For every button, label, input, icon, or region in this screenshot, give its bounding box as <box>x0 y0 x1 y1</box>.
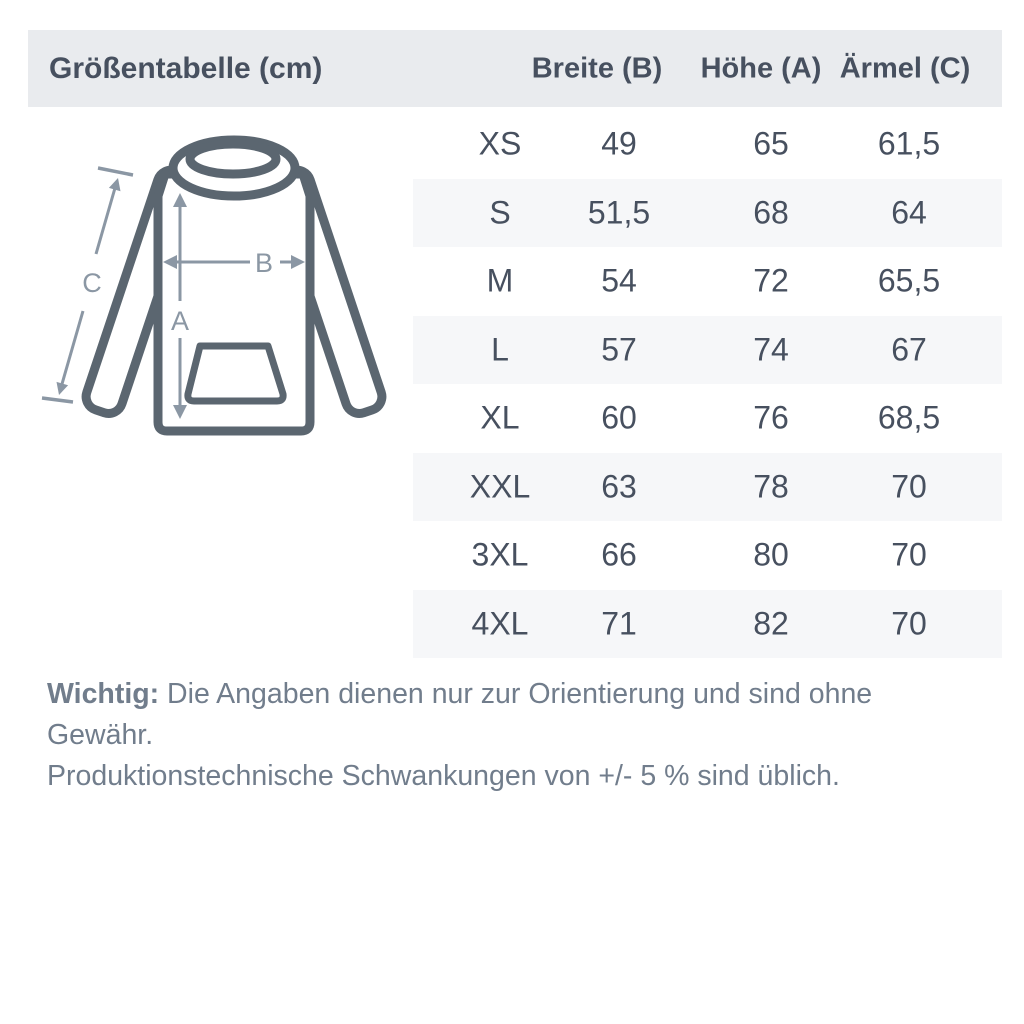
disclaimer-line-1 <box>47 674 977 756</box>
hoehe-value: 80 <box>753 536 789 573</box>
disclaimer-line-2: Produktionstechnische Schwankungen von +/- 5 % sind üblich. <box>47 760 840 792</box>
aermel-value: 70 <box>891 468 927 505</box>
breite-value: 63 <box>601 468 637 505</box>
aermel-value: 70 <box>891 605 927 642</box>
aermel-value: 64 <box>891 194 927 231</box>
hoehe-value: 78 <box>753 468 789 505</box>
table-row <box>413 179 1002 248</box>
breite-value: 71 <box>601 605 637 642</box>
aermel-value: 61,5 <box>877 125 941 162</box>
aermel-value: 68,5 <box>877 399 941 436</box>
table-header <box>28 30 1002 107</box>
breite-value: 51,5 <box>587 194 651 231</box>
breite-value: 57 <box>601 331 637 368</box>
column-header-breite: Breite (B) <box>531 52 663 84</box>
hoehe-value: 74 <box>753 331 789 368</box>
hoehe-value: 72 <box>753 262 789 299</box>
column-header-hoehe: Höhe (A) <box>700 52 822 84</box>
table-row <box>413 590 1002 659</box>
table-row <box>413 247 1002 316</box>
aermel-value: 70 <box>891 536 927 573</box>
size-label: XS <box>478 125 522 162</box>
hood-inner <box>190 144 276 174</box>
size-label: 3XL <box>471 536 529 573</box>
size-label: M <box>486 262 514 299</box>
hoehe-value: 76 <box>753 399 789 436</box>
table-row <box>413 110 1002 179</box>
size-label: XXL <box>469 468 531 505</box>
table-row <box>413 521 1002 590</box>
size-label: L <box>491 331 509 368</box>
size-label: XL <box>480 399 520 436</box>
size-label: 4XL <box>471 605 529 642</box>
breite-value: 60 <box>601 399 637 436</box>
page-title: Größentabelle (cm) <box>49 51 323 85</box>
table-row <box>413 453 1002 522</box>
disclaimer-prefix: Wichtig: <box>47 678 160 710</box>
hoodie-pocket <box>188 346 283 401</box>
disclaimer-note <box>47 674 977 797</box>
size-label: S <box>489 194 511 231</box>
column-header-aermel: Ärmel (C) <box>839 52 971 84</box>
hoehe-value: 82 <box>753 605 789 642</box>
breite-value: 49 <box>601 125 637 162</box>
table-row <box>413 316 1002 385</box>
disclaimer-text-1: Die Angaben dienen nur zur Orientierung und sind ohne Gewähr. <box>47 678 873 751</box>
hoodie-measurement-diagram <box>28 126 413 458</box>
table-row <box>413 384 1002 453</box>
size-table-rows <box>413 110 1002 658</box>
hoehe-value: 65 <box>753 125 789 162</box>
measure-label-a: A <box>170 306 190 336</box>
aermel-value: 65,5 <box>877 262 941 299</box>
aermel-value: 67 <box>891 331 927 368</box>
measure-label-b: B <box>254 248 274 278</box>
hoehe-value: 68 <box>753 194 789 231</box>
breite-value: 54 <box>601 262 637 299</box>
measure-label-c: C <box>82 268 102 298</box>
breite-value: 66 <box>601 536 637 573</box>
